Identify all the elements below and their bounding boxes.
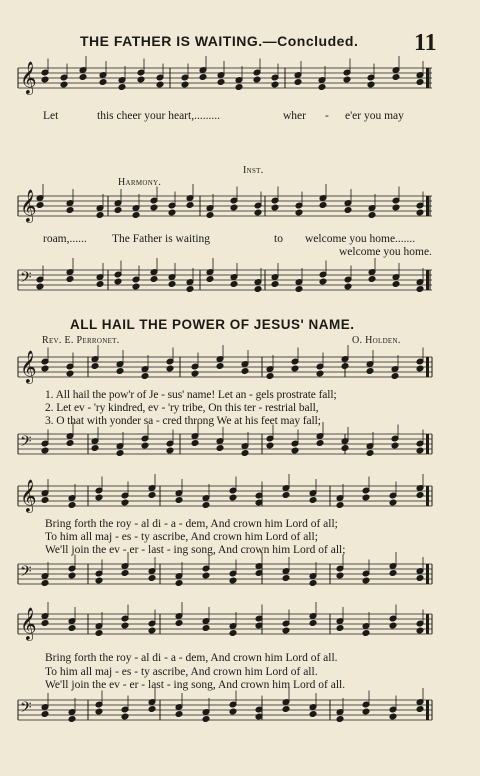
p1-2d-note: [392, 204, 400, 211]
p2-1-note: [366, 368, 374, 375]
lyric-let: Let: [43, 110, 59, 122]
p2-5-note: [309, 620, 317, 627]
p2-2-note: [341, 445, 349, 452]
p2-5-note: [68, 625, 76, 632]
p2-1-note: [266, 373, 274, 380]
p2-3-note: [68, 502, 76, 509]
bass-clef-icon: 𝄢: [20, 433, 32, 453]
p2-4-note: [68, 572, 76, 579]
p1-2b-note: [132, 212, 140, 219]
p2-1-note: [216, 363, 224, 370]
treble-clef-icon: 𝄞: [20, 63, 37, 94]
p2-3-note: [309, 497, 317, 504]
p1-3d-note: [416, 286, 424, 293]
p2-1-note: [66, 370, 74, 377]
p1-3d-note: [271, 281, 279, 288]
p1-2c-note: [254, 209, 262, 216]
p2-3-note: [389, 499, 397, 506]
verse-a-3: 3. O that with yonder sa - cred throng We at his feet may fall;: [45, 415, 321, 427]
p2-5-note: [336, 625, 344, 632]
label-inst: Inst.: [243, 165, 264, 176]
running-title: THE FATHER IS WAITING.—Concluded.: [80, 33, 359, 49]
p2-2-note: [391, 442, 399, 449]
p1-1-note: [99, 79, 107, 86]
author: Rev. E. Perronet.: [42, 335, 120, 346]
p1-3d-note: [295, 286, 303, 293]
p1-3c-note: [230, 281, 238, 288]
p2-1-note: [241, 368, 249, 375]
p1-2d-note: [295, 209, 303, 216]
p2-6-note: [121, 713, 129, 720]
p2-3-note: [121, 499, 129, 506]
final-barline: [426, 564, 429, 584]
final-barline: [426, 434, 429, 454]
lyric-to: to: [274, 233, 283, 245]
p2-5-note: [41, 620, 49, 627]
lyric-welcome: welcome you home.......: [305, 233, 416, 245]
p2-6-note: [202, 716, 210, 723]
p2-2-note: [216, 445, 224, 452]
p2-4-note: [336, 572, 344, 579]
final-barline: [426, 614, 429, 634]
treble-clef-icon: 𝄞: [20, 609, 37, 640]
p2-2-note: [116, 450, 124, 457]
final-barline: [426, 486, 429, 506]
verse-b-3: We'll join the ev - er - last - ing song, And crown him Lord of all;: [45, 544, 346, 556]
p1-3b-note: [186, 286, 194, 293]
p2-6-note: [148, 706, 156, 713]
lyric-father: The Father is waiting: [112, 233, 211, 245]
p1-2d-note: [368, 212, 376, 219]
p1-3d-note: [368, 276, 376, 283]
p1-2b-note: [150, 204, 158, 211]
p2-2-note: [366, 450, 374, 457]
p2-3-note: [362, 494, 370, 501]
lyric-cheer: this cheer your heart,.........: [97, 110, 220, 122]
p1-2b-note: [168, 209, 176, 216]
verse-c-3: We'll join the ev - er - last - ing song, And crown him Lord of all.: [45, 679, 346, 691]
p2-3-note: [416, 492, 424, 499]
p2-4-note: [229, 577, 237, 584]
p2-1-note: [391, 373, 399, 380]
p2-6-note: [282, 706, 290, 713]
p2-4-note: [309, 580, 317, 587]
p2-6-note: [389, 713, 397, 720]
lyric-welcome-2: welcome you home.: [339, 246, 432, 258]
p1-1b-note: [217, 79, 225, 86]
p2-2-note: [66, 440, 74, 447]
p2-6-note: [362, 708, 370, 715]
p2-5-note: [362, 630, 370, 637]
p2-2-note: [241, 450, 249, 457]
treble-clef-icon: 𝄞: [20, 481, 37, 512]
p2-4-note: [121, 570, 129, 577]
p1-3d-note: [344, 283, 352, 290]
lyric-hyphen: -: [325, 110, 329, 122]
p1-1c-note: [367, 81, 375, 88]
p1-3b-note: [150, 276, 158, 283]
p1-1-note: [118, 84, 126, 91]
p1-2-note: [96, 212, 104, 219]
p1-1c-note: [318, 84, 326, 91]
p2-2-note: [91, 445, 99, 452]
p2-4-note: [148, 575, 156, 582]
verse-a-1: 1. All hail the pow'r of Je - sus' name! Let an - gels prostrate fall;: [45, 389, 337, 401]
p1-1b-note: [253, 76, 261, 83]
page-number: 11: [414, 30, 437, 56]
label-harmony: Harmony.: [118, 177, 162, 188]
p1-1c-note: [343, 76, 351, 83]
p2-5-note: [202, 625, 210, 632]
hymn-title: ALL HAIL THE POWER OF JESUS' NAME.: [70, 317, 355, 332]
lyric-eer: e'er you may: [345, 110, 404, 122]
bass-clef-icon: 𝄢: [20, 563, 32, 583]
p2-4-note: [202, 572, 210, 579]
p2-4-note: [175, 580, 183, 587]
bass-clef-icon: 𝄢: [20, 699, 32, 719]
p2-4-note: [95, 577, 103, 584]
verse-b-2: To him all maj - es - ty ascribe, And crown him Lord of all;: [45, 531, 318, 543]
p2-3-note: [41, 497, 49, 504]
p2-2-note: [291, 447, 299, 454]
treble-clef-icon: 𝄞: [20, 352, 37, 383]
p1-1b-note: [271, 81, 279, 88]
p2-5-note: [282, 627, 290, 634]
p2-1-note: [41, 365, 49, 372]
p1-3d-note: [392, 281, 400, 288]
p1-2b-note: [186, 202, 194, 209]
p1-2d-note: [271, 204, 279, 211]
p2-2-note: [191, 440, 199, 447]
p1-1-note: [41, 76, 49, 83]
p2-3-note: [95, 494, 103, 501]
p2-6-note: [41, 711, 49, 718]
p2-5-note: [121, 622, 129, 629]
p1-1c-note: [416, 79, 424, 86]
p2-3-note: [202, 502, 210, 509]
p2-1-note: [116, 368, 124, 375]
final-barline: [426, 270, 429, 290]
p2-1-note: [341, 363, 349, 370]
p1-2b-note: [114, 207, 122, 214]
p1-3b-note: [168, 281, 176, 288]
p1-2c-note: [230, 204, 238, 211]
p1-3b-note: [114, 278, 122, 285]
bass-clef-icon: 𝄢: [20, 269, 32, 289]
p2-1-note: [91, 363, 99, 370]
final-barline: [426, 700, 429, 720]
p2-1-note: [416, 365, 424, 372]
p2-3-note: [336, 502, 344, 509]
p1-3d-note: [319, 278, 327, 285]
p2-5-note: [389, 622, 397, 629]
p2-3-note: [175, 497, 183, 504]
p2-5-note: [229, 630, 237, 637]
p2-2-note: [141, 442, 149, 449]
final-barline: [426, 196, 429, 216]
p2-5-note: [95, 630, 103, 637]
p1-3c-note: [254, 286, 262, 293]
verse-c-2: To him all maj - es - ty ascribe, And crown him Lord of all.: [45, 666, 318, 678]
p1-2-note: [36, 202, 44, 209]
p2-1-note: [316, 370, 324, 377]
p1-3-note: [96, 281, 104, 288]
p1-1-note: [60, 81, 68, 88]
p2-2-note: [416, 447, 424, 454]
p2-6-note: [95, 708, 103, 715]
p1-1b-note: [235, 84, 243, 91]
p1-3b-note: [132, 283, 140, 290]
treble-clef-icon: 𝄞: [20, 191, 37, 222]
p2-4-note: [389, 570, 397, 577]
p2-5-note: [175, 620, 183, 627]
p1-1b-note: [181, 81, 189, 88]
p2-2-note: [266, 442, 274, 449]
p1-2d-note: [344, 207, 352, 214]
final-barline: [426, 68, 429, 88]
p2-2-note: [166, 447, 174, 454]
p2-1-note: [141, 373, 149, 380]
p2-3-note: [282, 492, 290, 499]
p2-6-note: [309, 711, 317, 718]
p1-1b-note: [199, 74, 207, 81]
p1-2c-note: [206, 212, 214, 219]
p2-1-note: [291, 365, 299, 372]
p2-1-note: [166, 365, 174, 372]
p2-5-note: [416, 627, 424, 634]
p2-4-note: [362, 577, 370, 584]
verse-c-1: Bring forth the roy - al di - a - dem, And crown him Lord of all.: [45, 652, 338, 664]
p2-4-note: [41, 580, 49, 587]
p1-2-note: [66, 207, 74, 214]
p2-6-note: [336, 716, 344, 723]
p2-6-note: [175, 711, 183, 718]
p1-3c-note: [206, 276, 214, 283]
p2-4-note: [416, 575, 424, 582]
p1-1c-note: [392, 74, 400, 81]
p2-3-note: [148, 492, 156, 499]
verse-b-1: Bring forth the roy - al di - a - dem, And crown him Lord of all;: [45, 518, 338, 530]
p1-3-note: [36, 283, 44, 290]
p2-6-note: [68, 716, 76, 723]
p2-2-note: [316, 440, 324, 447]
p1-1-note: [137, 76, 145, 83]
p1-2d-note: [416, 209, 424, 216]
p1-1c-note: [294, 79, 302, 86]
verse-a-2: 2. Let ev - 'ry kindred, ev - 'ry tribe, On this ter - restrial ball,: [45, 402, 319, 414]
p1-3-note: [66, 276, 74, 283]
p1-1-note: [156, 81, 164, 88]
composer: O. Holden.: [352, 335, 401, 346]
final-barline: [426, 357, 429, 377]
p1-2d-note: [319, 202, 327, 209]
p2-1-note: [191, 370, 199, 377]
lyric-roam: roam,......: [43, 233, 87, 245]
lyric-wher: wher: [283, 110, 306, 122]
p2-6-note: [416, 706, 424, 713]
p1-1-note: [79, 74, 87, 81]
p2-3-note: [229, 494, 237, 501]
p2-2-note: [41, 447, 49, 454]
p2-5-note: [148, 627, 156, 634]
p2-6-note: [229, 708, 237, 715]
p2-4-note: [282, 575, 290, 582]
